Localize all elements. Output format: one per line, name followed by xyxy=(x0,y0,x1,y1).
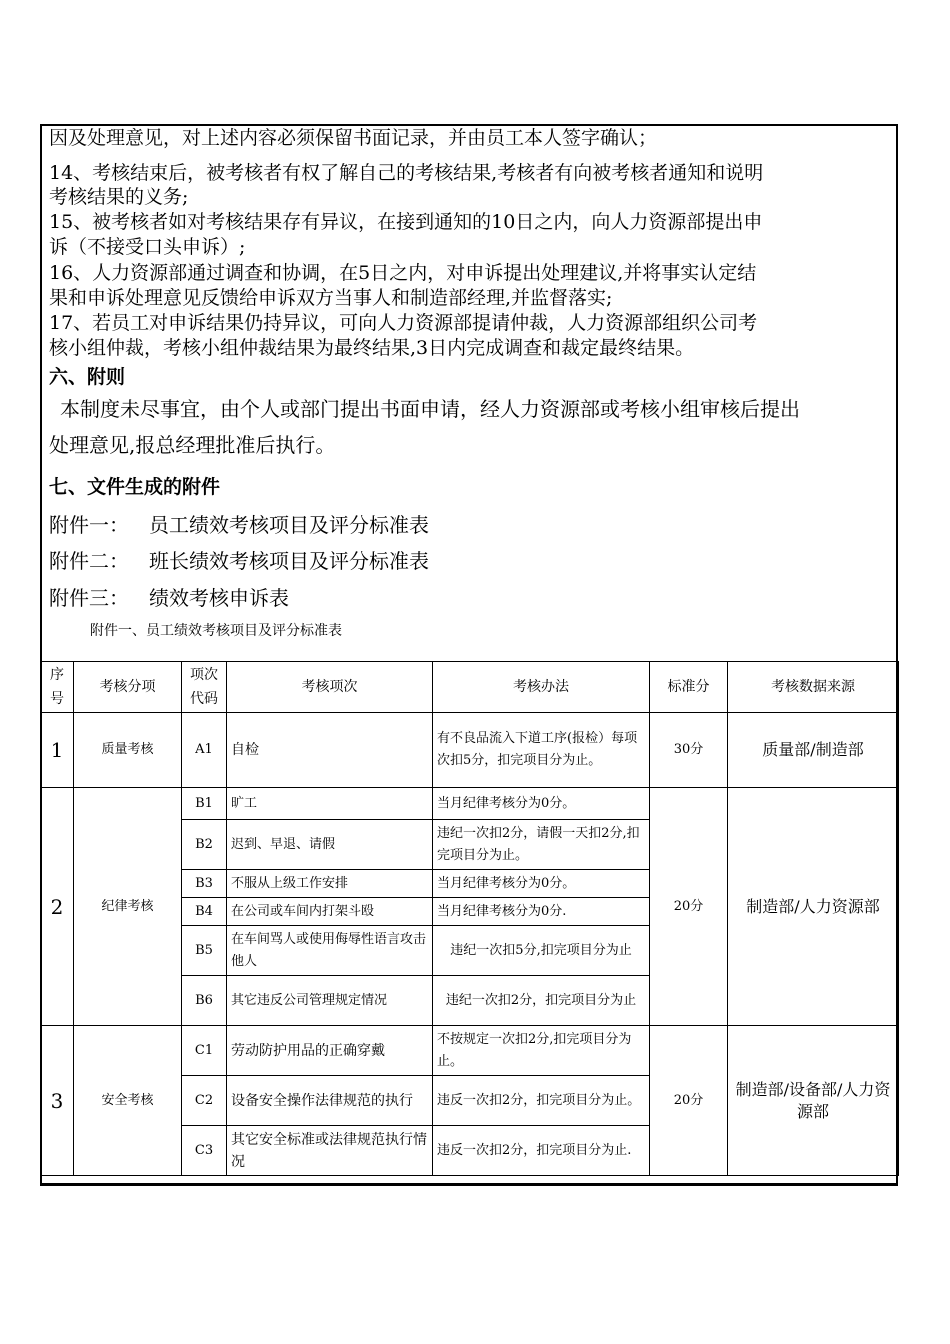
item-method: 违纪一次扣5分,扣完项目分为止 xyxy=(433,926,650,976)
item-code: C2 xyxy=(182,1076,227,1126)
attachment-1 xyxy=(49,509,429,538)
table-row xyxy=(41,713,899,788)
header-item: 考核项次 xyxy=(227,662,433,713)
group-category: 质量考核 xyxy=(74,713,182,788)
item-name: 不服从上级工作安排 xyxy=(227,870,433,898)
group-score: 20分 xyxy=(650,1026,728,1176)
table-row xyxy=(41,788,899,820)
section-6-heading: 六、附则 xyxy=(49,366,126,388)
item-code: B6 xyxy=(182,976,227,1026)
attachment-title: 员工绩效考核项目及评分标准表 xyxy=(149,513,429,537)
clause-14: 14、考核结束后，被考核者有权了解自己的考核结果,考核者有向被考核者通知和说明 xyxy=(49,162,764,184)
item-method: 有不良品流入下道工序(报检）每项次扣5分，扣完项目分为止。 xyxy=(433,713,650,788)
table-row xyxy=(41,1026,899,1076)
clause-14-cont: 考核结果的义务; xyxy=(49,186,189,208)
supplementary-text-cont: 处理意见,报总经理批准后执行。 xyxy=(49,433,336,457)
item-name: 设备安全操作法律规范的执行 xyxy=(227,1076,433,1126)
attachment-label: 附件一： xyxy=(49,513,129,537)
header-method: 考核办法 xyxy=(433,662,650,713)
clause-15: 15、被考核者如对考核结果存有异议，在接到通知的10日之内，向人力资源部提出申 xyxy=(49,211,763,233)
group-seq: 3 xyxy=(41,1026,74,1176)
group-category: 安全考核 xyxy=(74,1026,182,1176)
table-caption: 附件一、员工绩效考核项目及评分标准表 xyxy=(90,623,342,639)
item-code: B2 xyxy=(182,820,227,870)
item-code: B4 xyxy=(182,898,227,926)
item-code: B1 xyxy=(182,788,227,820)
group-source: 制造部/人力资源部 xyxy=(728,788,899,1026)
item-code: B3 xyxy=(182,870,227,898)
item-method: 违纪一次扣2分，扣完项目分为止 xyxy=(433,976,650,1026)
header-code: 项次代码 xyxy=(182,662,227,713)
item-method: 不按规定一次扣2分,扣完项目分为止。 xyxy=(433,1026,650,1076)
attachment-title: 绩效考核申诉表 xyxy=(149,586,289,610)
item-name: 其它安全标准或法律规范执行情况 xyxy=(227,1126,433,1176)
item-method: 当月纪律考核分为0分. xyxy=(433,898,650,926)
group-score: 30分 xyxy=(650,713,728,788)
item-name: 迟到、早退、请假 xyxy=(227,820,433,870)
header-seq: 序号 xyxy=(41,662,74,713)
group-score: 20分 xyxy=(650,788,728,1026)
table-header-row xyxy=(41,662,899,713)
item-name: 自检 xyxy=(227,713,433,788)
group-source: 质量部/制造部 xyxy=(728,713,899,788)
item-method: 违反一次扣2分，扣完项目分为止。 xyxy=(433,1076,650,1126)
item-name: 旷工 xyxy=(227,788,433,820)
clause-16: 16、人力资源部通过调查和协调，在5日之内，对申诉提出处理建议,并将事实认定结 xyxy=(49,262,757,284)
item-code: B5 xyxy=(182,926,227,976)
header-source: 考核数据来源 xyxy=(728,662,899,713)
item-method: 当月纪律考核分为0分。 xyxy=(433,870,650,898)
clause-17: 17、若员工对申诉结果仍持异议，可向人力资源部提请仲裁，人力资源部组织公司考 xyxy=(49,312,758,334)
section-7-heading: 七、文件生成的附件 xyxy=(49,476,221,498)
group-source: 制造部/设备部/人力资源部 xyxy=(728,1026,899,1176)
item-method: 当月纪律考核分为0分。 xyxy=(433,788,650,820)
item-code: A1 xyxy=(182,713,227,788)
item-name: 劳动防护用品的正确穿戴 xyxy=(227,1026,433,1076)
group-category: 纪律考核 xyxy=(74,788,182,1026)
item-name: 在公司或车间内打架斗殴 xyxy=(227,898,433,926)
supplementary-text: 本制度未尽事宜，由个人或部门提出书面申请，经人力资源部或考核小组审核后提出 xyxy=(60,397,800,421)
attachment-label: 附件三： xyxy=(49,586,129,610)
paragraph-line: 因及处理意见，对上述内容必须保留书面记录，并由员工本人签字确认； xyxy=(49,127,658,149)
item-method: 违纪一次扣2分，请假一天扣2分,扣完项目分为止。 xyxy=(433,820,650,870)
item-method: 违反一次扣2分，扣完项目分为止. xyxy=(433,1126,650,1176)
clause-17-cont: 核小组仲裁，考核小组仲裁结果为最终结果,3日内完成调查和裁定最终结果。 xyxy=(49,337,695,359)
clause-15-cont: 诉（不接受口头申诉）; xyxy=(49,236,246,258)
item-code: C3 xyxy=(182,1126,227,1176)
attachment-title: 班长绩效考核项目及评分标准表 xyxy=(149,549,429,573)
item-name: 其它违反公司管理规定情况 xyxy=(227,976,433,1026)
attachment-label: 附件二： xyxy=(49,549,129,573)
header-score: 标准分 xyxy=(650,662,728,713)
header-category: 考核分项 xyxy=(74,662,182,713)
group-seq: 2 xyxy=(41,788,74,1026)
attachment-3 xyxy=(49,582,289,611)
item-name: 在车间骂人或使用侮辱性语言攻击他人 xyxy=(227,926,433,976)
attachment-2 xyxy=(49,545,429,574)
item-code: C1 xyxy=(182,1026,227,1076)
clause-16-cont: 果和申诉处理意见反馈给申诉双方当事人和制造部经理,并监督落实; xyxy=(49,287,613,309)
evaluation-table xyxy=(40,661,899,1176)
group-seq: 1 xyxy=(41,713,74,788)
